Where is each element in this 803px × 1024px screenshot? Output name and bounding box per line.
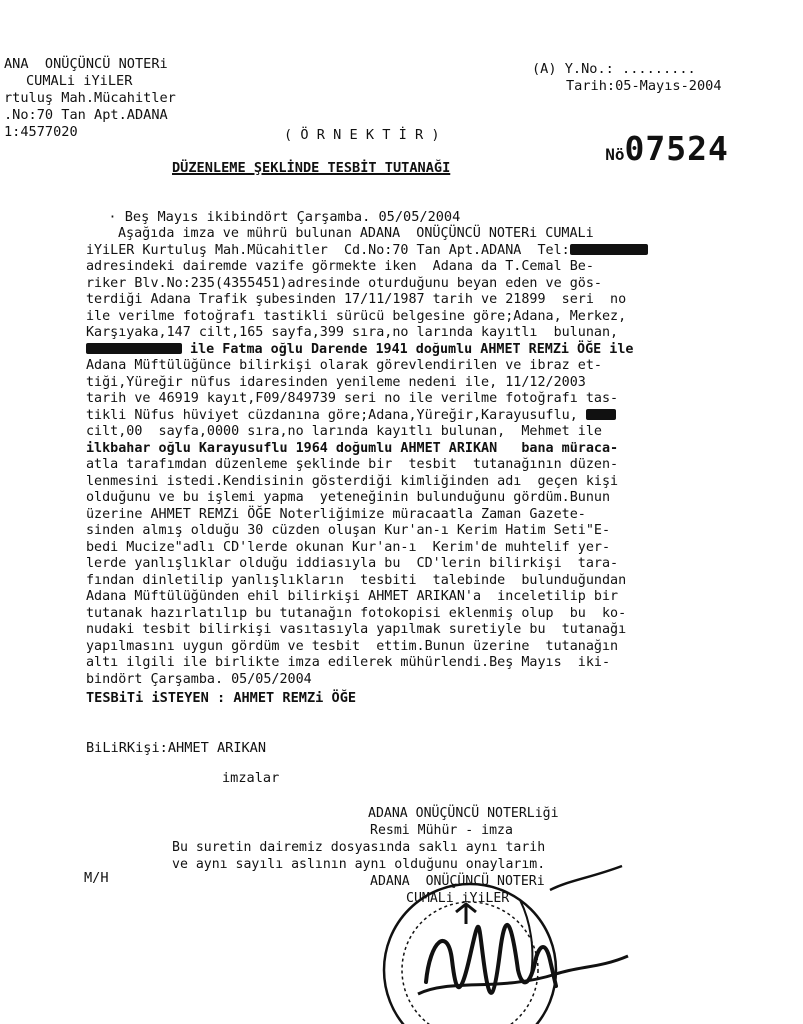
body-line: sinden almış olduğu 30 cüzden oluşan Kur'an-ı Kerim Hatim Seti"E- [86, 523, 611, 538]
body-line: olduğunu ve bu işlemi yapma yeteneğinin bulunduğunu gördüm.Bunun [86, 490, 611, 505]
date-line [92, 192, 460, 226]
serial-prefix: Nö [605, 145, 625, 164]
body-line: Adana Müftülüğünden ehil bilirkişi AHMET ARIKAN'a inceletilip bir [86, 589, 619, 604]
seal-emblem [456, 904, 476, 924]
footer-certification-1: Bu suretin dairemiz dosyasında saklı aynı tarih [172, 840, 546, 855]
official-seal-signature [360, 860, 650, 1024]
footer-notary-name: ADANA ONÜÇÜNCÜ NOTERLiği [368, 806, 559, 821]
body-line: atla tarafımdan düzenleme şeklinde bir tesbit tutanağının düzen- [86, 457, 619, 472]
mh-initials: M/H [84, 870, 109, 886]
footer-seal-label: Resmi Mühür - imza [370, 823, 513, 838]
body-line [86, 243, 746, 260]
signature-vertical-stroke [520, 900, 532, 980]
serial-digits: 07524 [624, 129, 729, 168]
body-line: fından dinletilip yanlışlıkların tesbiti talebinde bulunduğundan [86, 572, 627, 588]
redaction-mark [570, 244, 648, 255]
body-line: nudaki tesbit bilirkişi vasıtasıyla yapılmak suretiyle bu tutanağı [86, 622, 627, 637]
signature-top-stroke [550, 866, 622, 890]
body-line: lerde yanlışlıklar olduğu iddiasıyla bu CD'lerin bilirkişi tara- [86, 556, 619, 571]
body-line: Aşağıda imza ve mührü bulunan ADANA ONÜÇÜNCÜ NOTERi CUMALi [118, 226, 594, 241]
body-line: lenmesini istedi.Kendisinin gösterdiği kimliğinden adı geçen kişi [86, 473, 619, 489]
body-line: yapılmasını uygun gördüm ve tesbit ettim.Bunun üzerine tutanağın [86, 638, 619, 654]
redaction-mark [86, 343, 182, 354]
body-line: bedi Mucize"adlı CD'lerde okunan Kur'an-ı Kerim'de muhtelif yer- [86, 539, 611, 555]
body-line-text: tikli Nüfus hüviyet cüzdanına göre;Adana,Yüreğir,Karayusuflu, [86, 407, 578, 423]
body-line: cilt,00 sayfa,0000 sıra,no larında kayıtlı bulunan, Mehmet ile [86, 424, 602, 439]
document-title: DÜZENLEME ŞEKLİNDE TESBİT TUTANAĞI [172, 160, 451, 176]
body-line: adresindeki dairemde vazife görmekte iken Adana da T.Cemal Be- [86, 259, 594, 274]
requester-line: TESBiTi iSTEYEN : AHMET REMZi ÖĞE [86, 690, 357, 706]
notary-header-line1: ANA ONÜÇÜNCÜ NOTERi [4, 56, 168, 72]
notary-header-line4: .No:70 Tan Apt.ADANA [4, 107, 168, 123]
body-line: terdiği Adana Trafik şubesinden 17/11/1987 tarih ve 21899 seri no [86, 292, 627, 307]
body-line: ilkbahar oğlu Karayusuflu 1964 doğumlu AHMET ARIKAN bana müraca- [86, 440, 619, 456]
expert-line: BiLiRKişi:AHMET ARIKAN [86, 740, 267, 756]
body-line-text: ile Fatma oğlu Darende 1941 doğumlu AHMET REMZi ÖĞE ile [182, 341, 634, 357]
body-line: bindört Çarşamba. 05/05/2004 [86, 671, 312, 687]
body-line: tiği,Yüreğir nüfus idaresinden yenileme nedeni ile, 11/12/2003 [86, 374, 586, 390]
bullet: · [108, 209, 125, 225]
body-line: riker Blv.No:235(4355451)adresinde oturduğunu beyan eden ve gös- [86, 275, 602, 291]
body-paragraph [86, 226, 746, 688]
notary-header-line3: rtuluş Mah.Mücahitler [4, 90, 176, 106]
ornektir-label: ( Ö R N E K T İ R ) [284, 127, 440, 143]
notary-header-line2: CUMALi iYiLER [26, 73, 133, 89]
body-line: tutanak hazırlatılıp bu tutanağın fotokopisi eklenmiş olup bu ko- [86, 605, 627, 621]
body-line [86, 342, 746, 359]
body-line: tarih ve 46919 kayıt,F09/849739 seri no ile verilme fotoğrafı tas- [86, 391, 619, 406]
redaction-mark [586, 409, 616, 420]
body-line: altı ilgili ile birlikte imza edilerek mühürlendi.Beş Mayıs iki- [86, 655, 611, 670]
body-line: Adana Müftülüğünce bilirkişi olarak görevlendirilen ve ibraz et- [86, 358, 602, 373]
signature-flourish [418, 956, 628, 994]
footer-notary-title: ADANA ONÜÇÜNCÜ NOTERi [370, 874, 545, 889]
yevmiye-number: (A) Y.No.: ......... [532, 61, 696, 77]
footer-certification-2: ve aynı sayılı aslının aynı olduğunu onaylarım. [172, 857, 546, 872]
body-line: üzerine AHMET REMZi ÖĞE Noterliğimize müracaatla Zaman Gazete- [86, 506, 586, 522]
signatures-label: imzalar [222, 770, 280, 786]
body-line: ile verilme fotoğrafı tastikli sürücü belgesine göre;Adana, Merkez, [86, 308, 627, 324]
body-line [86, 408, 746, 425]
body-line: Karşıyaka,147 cilt,165 sayfa,399 sıra,no larında kayıtlı bulunan, [86, 325, 619, 340]
body-line-text: iYiLER Kurtuluş Mah.Mücahitler Cd.No:70 Tan Apt.ADANA Tel: [86, 242, 570, 258]
document-date: Tarih:05-Mayıs-2004 [566, 78, 722, 94]
notary-header-phone: 1:4577020 [4, 124, 78, 140]
date-line-text: Beş Mayıs ikibindört Çarşamba. 05/05/2004 [124, 209, 461, 225]
serial-number [586, 110, 729, 168]
footer-notary-person: CUMALi iYiLER [406, 891, 510, 906]
